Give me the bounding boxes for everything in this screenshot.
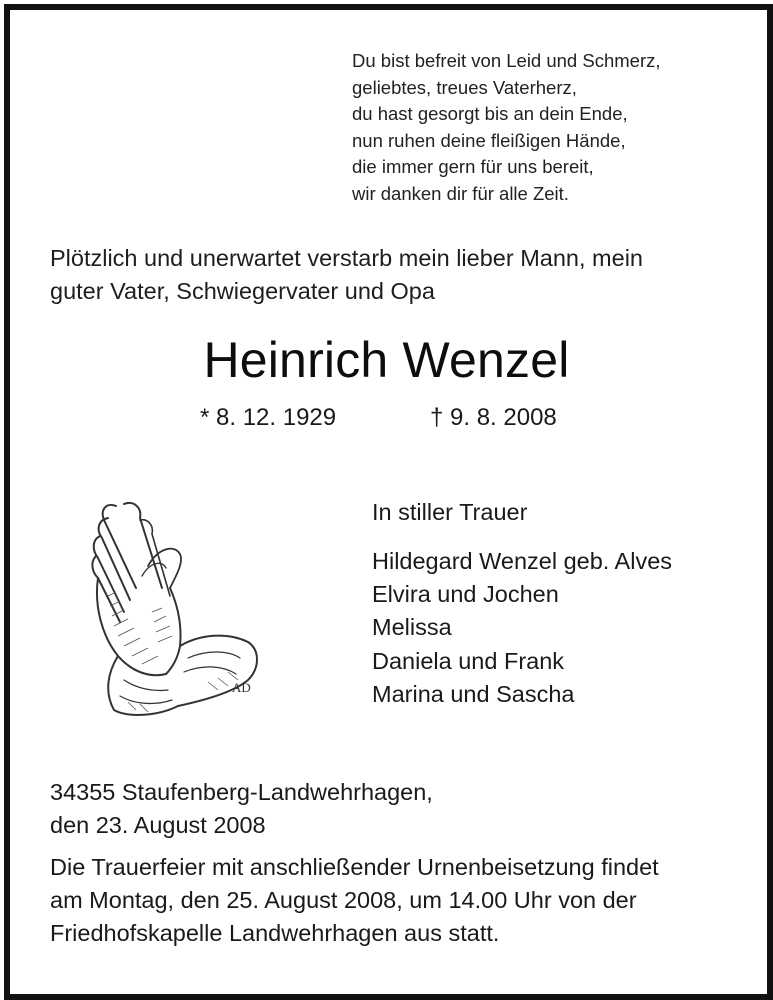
poem-line: Du bist befreit von Leid und Schmerz, [352, 50, 661, 71]
intro-line: Plötzlich und unerwartet verstarb mein lieber Mann, mein [50, 245, 643, 271]
poem-line: du hast gesorgt bis an dein Ende, [352, 103, 628, 125]
intro-text [50, 242, 730, 308]
birth-date: * 8. 12. 1929 [200, 404, 337, 431]
mourner-name: Elvira und Jochen [372, 581, 559, 608]
ceremony-info [50, 851, 740, 950]
mourner-name: Marina und Sascha [372, 680, 575, 707]
ceremony-line: Die Trauerfeier mit anschließender Urnenbeisetzung findet [50, 854, 659, 880]
ceremony-line: Friedhofskapelle Landwehrhagen aus statt. [50, 920, 500, 946]
poem [352, 48, 661, 208]
intro-line: guter Vater, Schwiegervater und Opa [50, 278, 435, 304]
mourners-list [372, 545, 672, 711]
poem-line: nun ruhen deine fleißigen Hände, [352, 129, 626, 151]
mourning-header: In stiller Trauer [372, 499, 528, 525]
monogram: AD [232, 680, 251, 695]
place-line: 34355 Staufenberg-Landwehrhagen, [50, 779, 433, 805]
mourner-name: Melissa [372, 614, 452, 641]
deceased-name: Heinrich Wenzel [203, 332, 570, 388]
date-line: den 23. August 2008 [50, 812, 266, 838]
ceremony-line: am Montag, den 25. August 2008, um 14.00 Uhr von der [50, 887, 637, 913]
poem-line: die immer gern für uns bereit, [352, 156, 594, 178]
death-date: † 9. 8. 2008 [430, 404, 557, 431]
poem-line: geliebtes, treues Vaterherz, [352, 76, 577, 98]
mourner-name: Daniela und Frank [372, 647, 565, 674]
poem-line: wir danken dir für alle Zeit. [352, 182, 569, 204]
place-and-date [50, 776, 433, 842]
praying-hands-icon [88, 496, 268, 720]
mourner-name: Hildegard Wenzel geb. Alves [372, 548, 673, 574]
